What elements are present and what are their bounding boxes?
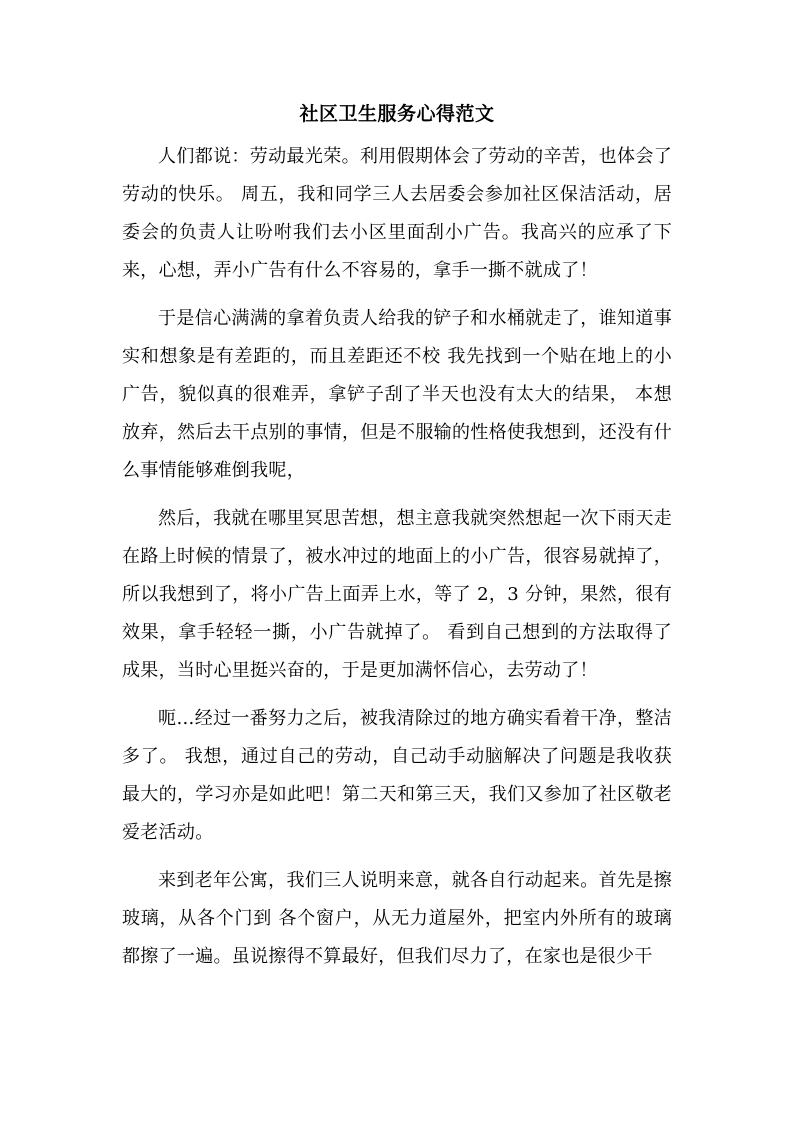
document-body bbox=[122, 138, 672, 986]
paragraph-5: 来到老年公寓，我们三人说明来意，就各自行动起来。首先是擦玻璃，从各个门到 各个窗户，从无力道屋外，把室内外所有的玻璃都擦了一遍。虽说擦得不算最好，但我们尽力了，在家也是很少干 bbox=[122, 870, 672, 967]
paragraph-3: 然后，我就在哪里冥思苦想，想主意我就突然想起一次下雨天走在路上时候的情景了，被水冲过的地面上的小广告，很容易就掉了，所以我想到了，将小广告上面弄上水，等了 2，3 分钟，果然，很有效果，拿手轻轻一撕，小广告就掉了。 看到自己想到的方法取得了成果，当时心里挺兴奋的，于是更加满怀信心，去劳动了！ bbox=[122, 508, 672, 681]
paragraph-1: 人们都说：劳动最光荣。利用假期体会了劳动的辛苦，也体会了劳动的快乐。 周五，我和同学三人去居委会参加社区保洁活动，居委会的负责人让吩咐我们去小区里面刮小广告。我高兴的应承了下来，心想，弄小广告有什么不容易的，拿手一撕不就成了！ bbox=[122, 146, 672, 281]
paragraph-4: 呃…经过一番努力之后，被我清除过的地方确实看着干净，整洁多了。 我想，通过自己的劳动，自己动手动脑解决了问题是我收获最大的，学习亦是如此吧！第二天和第三天，我们又参加了社区敬老爱老活动。 bbox=[122, 708, 672, 843]
document-title: 社区卫生服务心得范文 bbox=[299, 103, 495, 125]
paragraph-2: 于是信心满满的拿着负责人给我的铲子和水桶就走了，谁知道事实和想象是有差距的，而且差距还不校 我先找到一个贴在地上的小广告，貌似真的很难弄，拿铲子刮了半天也没有太大的结果， 本想放弃，然后去干点别的事情，但是不服输的性格使我想到，还没有什么事情能够难倒我呢， bbox=[122, 308, 672, 481]
